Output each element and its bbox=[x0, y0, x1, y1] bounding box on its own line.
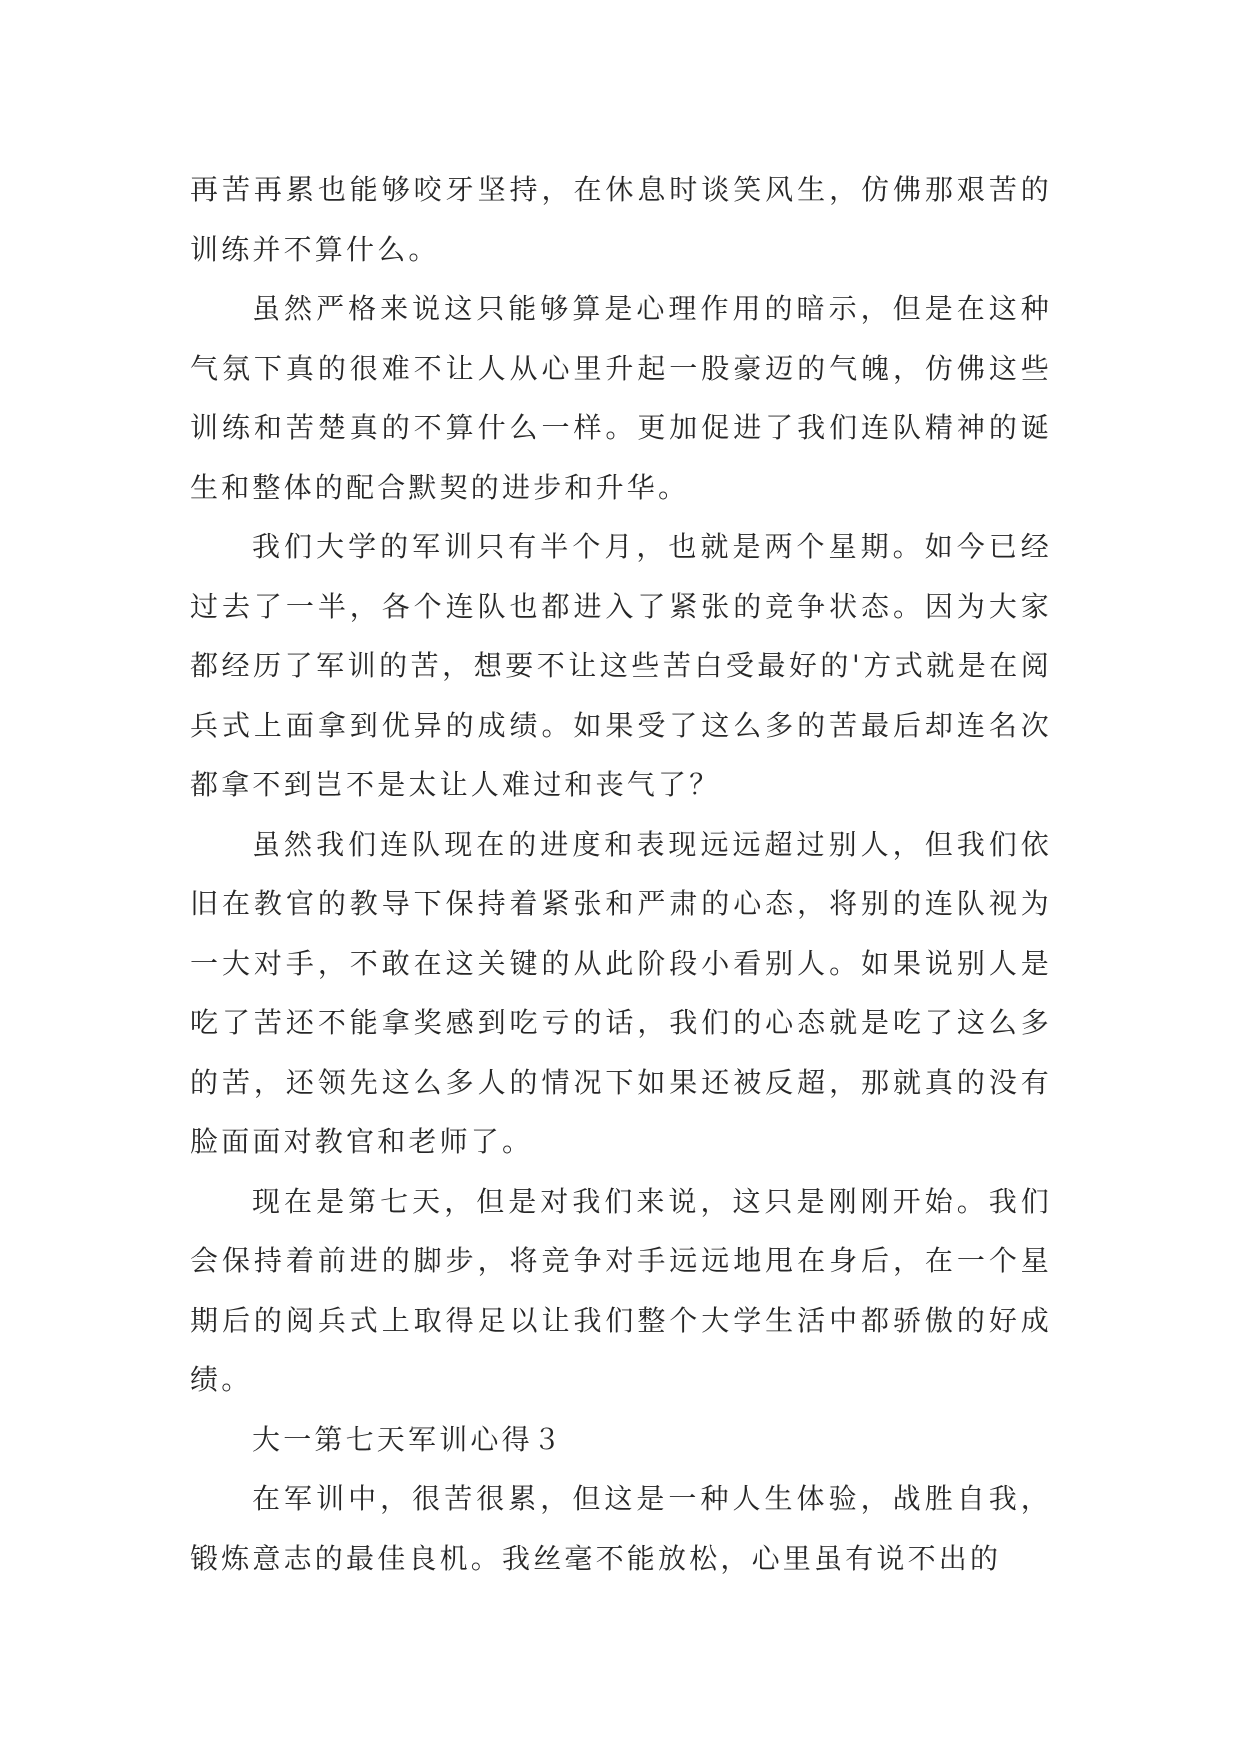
paragraph-attitude: 虽然我们连队现在的进度和表现远远超过别人，但我们依旧在教官的教导下保持着紧张和严肃的心态，将别的连队视为一大对手，不敢在这关键的从此阶段小看别人。如果说别人是吃了苦还不能拿奖感到吃亏的话，我们的心态就是吃了这么多的苦，还领先这么多人的情况下如果还被反超，那就真的没有脸面面对教官和老师了。 bbox=[190, 827, 1052, 1158]
section-heading: 大一第七天军训心得３ bbox=[252, 1422, 565, 1456]
paragraph-continued: 再苦再累也能够咬牙坚持，在休息时谈笑风生，仿佛那艰苦的训练并不算什么。 bbox=[190, 173, 1052, 266]
paragraph-competition: 我们大学的军训只有半个月，也就是两个星期。如今已经过去了一半，各个连队也都进入了紧张的竞争状态。因为大家都经历了军训的苦，想要不让这些苦白受最好的'方式就是在阅兵式上面拿到优异的成绩。如果受了这么多的苦最后却连名次都拿不到岂不是太让人难过和丧气了？ bbox=[190, 530, 1052, 801]
paragraph-psychology: 虽然严格来说这只能够算是心理作用的暗示，但是在这种气氛下真的很难不让人从心里升起一股豪迈的气魄，仿佛这些训练和苦楚真的不算什么一样。更加促进了我们连队精神的诞生和整体的配合默契的进步和升华。 bbox=[190, 292, 1052, 504]
document-body bbox=[190, 160, 1052, 1588]
paragraph-day-seven: 现在是第七天，但是对我们来说，这只是刚刚开始。我们会保持着前进的脚步，将竞争对手远远地甩在身后，在一个星期后的阅兵式上取得足以让我们整个大学生活中都骄傲的好成绩。 bbox=[190, 1184, 1052, 1396]
paragraph-experience: 在军训中，很苦很累，但这是一种人生体验，战胜自我，锻炼意志的最佳良机。我丝毫不能放松，心里虽有说不出的 bbox=[190, 1482, 1052, 1575]
